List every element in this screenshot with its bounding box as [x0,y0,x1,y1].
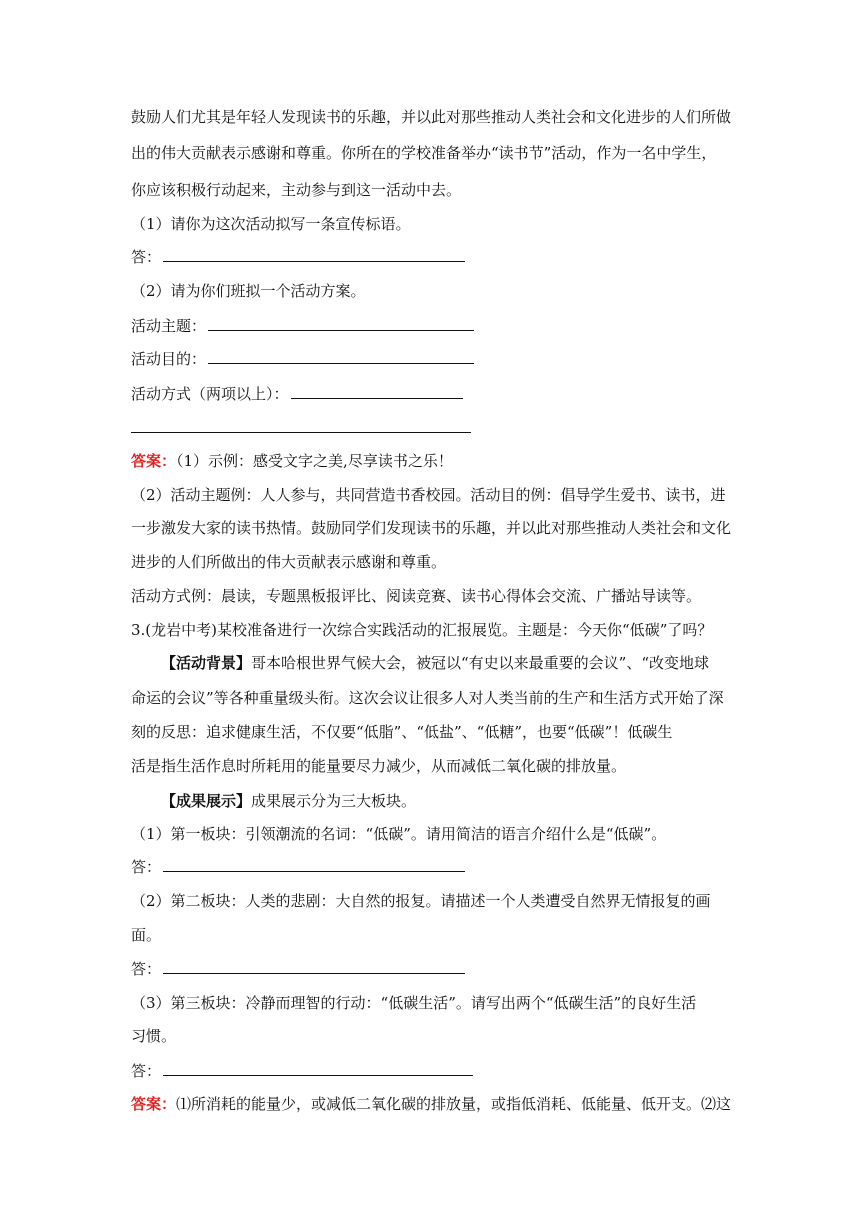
answer-label: 答： [131,248,162,266]
q3-answer-line-2[interactable] [131,959,731,979]
activity-theme-row[interactable] [131,316,731,336]
activity-goal-label: 活动目的： [131,350,207,368]
q3-title: 3.(龙岩中考)某校准备进行一次综合实践活动的汇报展览。主题是：今天你“低碳”了吗？ [131,621,713,639]
answer-tag: 答案： [131,452,177,470]
activity-theme-blank[interactable] [208,316,474,331]
q3-background-line-3: 刻的反思：追求健康生活，不仅要“低脂”、“低盐”、“低糖”，也要“低碳”！低碳生 [131,723,673,741]
q3-section-3-line-1: （3）第三板块：冷静而理智的行动：“低碳生活”。请写出两个“低碳生活”的良好生活 [131,994,697,1012]
q2-part-1-prompt: （1）请你为这次活动拟写一条宣传标语。 [131,215,411,233]
q3-background-line-4: 活是指生活作息时所耗用的能量要尽力减少，从而减低二氧化碳的排放量。 [131,757,627,775]
activity-goal-row[interactable] [131,349,731,369]
intro-line-1: 鼓励人们尤其是年轻人发现读书的乐趣，并以此对那些推动人类社会和文化进步的人们所做 [131,108,731,126]
background-tag: 【活动背景】 [161,654,252,672]
q2-part-2-prompt: （2）请为你们班拟一个活动方案。 [131,282,366,300]
answer-blank[interactable] [163,1061,473,1076]
q3-answer-line-1[interactable] [131,857,731,877]
q2-answer-line-1[interactable] [131,247,731,267]
q3-section-1-prompt: （1）第一板块：引领潮流的名词：“低碳”。请用简洁的语言介绍什么是“低碳”。 [131,825,667,843]
q2-answer-1 [131,451,731,471]
q3-background-line-2: 命运的会议”等各种重量级头衔。这次会议让很多人对人类当前的生产和生活方式开始了深 [131,689,724,707]
q3-answer-text: ⑴所消耗的能量少，或减低二氧化碳的排放量，或指低消耗、低能量、低开支。⑵这 [176,1095,731,1113]
q2-answer-2-line-4: 活动方式例：晨读，专题黑板报评比、阅读竞赛、读书心得体会交流、广播站导读等。 [131,587,702,605]
answer-label: 答： [131,1062,162,1080]
activity-method-label: 活动方式（两项以上）： [131,385,289,403]
answer-label: 答： [131,960,162,978]
q3-section-2-line-1: （2）第二板块：人类的悲剧：大自然的报复。请描述一个人类遭受自然界无情报复的画 [131,892,711,910]
activity-method-row[interactable] [131,384,731,404]
answer-blank[interactable] [163,857,465,872]
intro-line-3: 你应该积极行动起来，主动参与到这一活动中去。 [131,181,462,199]
answer-blank[interactable] [163,959,465,974]
activity-goal-blank[interactable] [208,349,474,364]
answer-tag: 答案： [131,1095,177,1113]
q3-section-3-line-2: 习惯。 [131,1027,177,1045]
q2-answer-2-line-2: 一步激发大家的读书热情。鼓励同学们发现读书的乐趣，并以此对那些推动人类社会和文化 [131,519,731,537]
activity-method-blank[interactable] [291,384,463,399]
q3-section-2-line-2: 面。 [131,926,162,944]
results-tag: 【成果展示】 [161,792,252,810]
q3-answer-line-3[interactable] [131,1061,731,1081]
q3-answer [131,1094,731,1114]
answer-blank[interactable] [163,247,465,262]
q2-answer-2-line-1: （2）活动主题例：人人参与，共同营造书香校园。活动目的例：倡导学生爱书、读书，进 [131,486,726,504]
answer-label: 答： [131,858,162,876]
background-text-1: 哥本哈根世界气候大会，被冠以“有史以来最重要的会议”、“改变地球 [251,654,710,672]
answer-1-text: （1）示例：感受文字之美,尽享读书之乐！ [176,452,453,470]
results-text: 成果展示分为三大板块。 [251,792,417,810]
q2-answer-2-line-3: 进步的人们所做出的伟大贡献表示感谢和尊重。 [131,553,447,571]
q3-background-line-1 [161,653,731,673]
activity-method-extra-blank[interactable] [131,432,471,433]
activity-theme-label: 活动主题： [131,317,207,335]
q3-results-line [161,791,731,811]
intro-line-2: 出的伟大贡献表示感谢和尊重。你所在的学校准备举办“读书节”活动，作为一名中学生， [131,144,717,162]
